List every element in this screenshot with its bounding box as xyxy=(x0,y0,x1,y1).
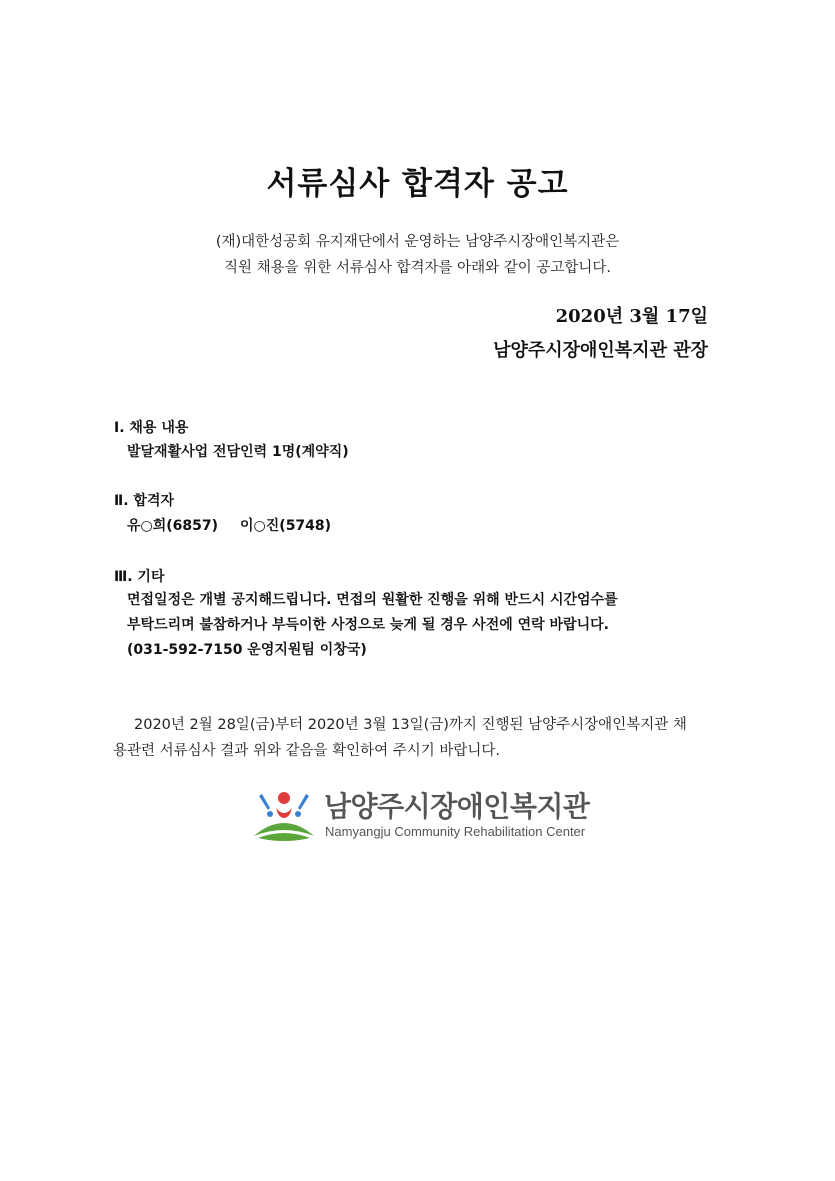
section-3-line-1: 면접일정은 개별 공지해드립니다. 면접의 원활한 진행을 위해 반드시 시간엄수를 xyxy=(127,592,618,608)
candidate-2: 이○진(5748) xyxy=(240,518,332,534)
center-logo xyxy=(250,784,590,846)
section-3-line-2: 부탁드리며 불참하거나 부득이한 사정으로 늦게 될 경우 사전에 연락 바랍니다. xyxy=(127,617,609,633)
issuer: 남양주시장애인복지관 관장 xyxy=(493,340,708,361)
section-3-contact: (031-592-7150 운영지원팀 이창국) xyxy=(127,642,367,658)
section-1-heading: Ⅰ. 채용 내용 xyxy=(114,420,189,436)
closing-line-1: 2020년 2월 28일(금)부터 2020년 3월 13일(금)까지 진행된 남양주시장애인복지관 채 xyxy=(134,717,687,733)
intro-line-2: 직원 채용을 위한 서류심사 합격자를 아래와 같이 공고합니다. xyxy=(223,260,612,276)
section-3-heading: Ⅲ. 기타 xyxy=(114,569,165,585)
center-logo-name-ko: 남양주시장애인복지관 xyxy=(324,790,590,823)
candidate-list xyxy=(127,515,331,535)
intro-line-1: (재)대한성공회 유지재단에서 운영하는 남양주시장애인복지관은 xyxy=(215,234,620,250)
candidate-1: 유○희(6857) xyxy=(127,518,219,534)
closing-line-2: 용관련 서류심사 결과 위와 같음을 확인하여 주시기 바랍니다. xyxy=(113,743,501,759)
page-title: 서류심사 합격자 공고 xyxy=(266,166,569,202)
center-logo-name-en: Namyangju Community Rehabilitation Center xyxy=(325,824,586,839)
center-logo-icon xyxy=(250,784,318,844)
section-1-line: 발달재활사업 전담인력 1명(계약직) xyxy=(127,444,349,460)
section-2-heading: Ⅱ. 합격자 xyxy=(114,493,174,509)
notice-date: 2020년 3월 17일 xyxy=(555,306,708,327)
